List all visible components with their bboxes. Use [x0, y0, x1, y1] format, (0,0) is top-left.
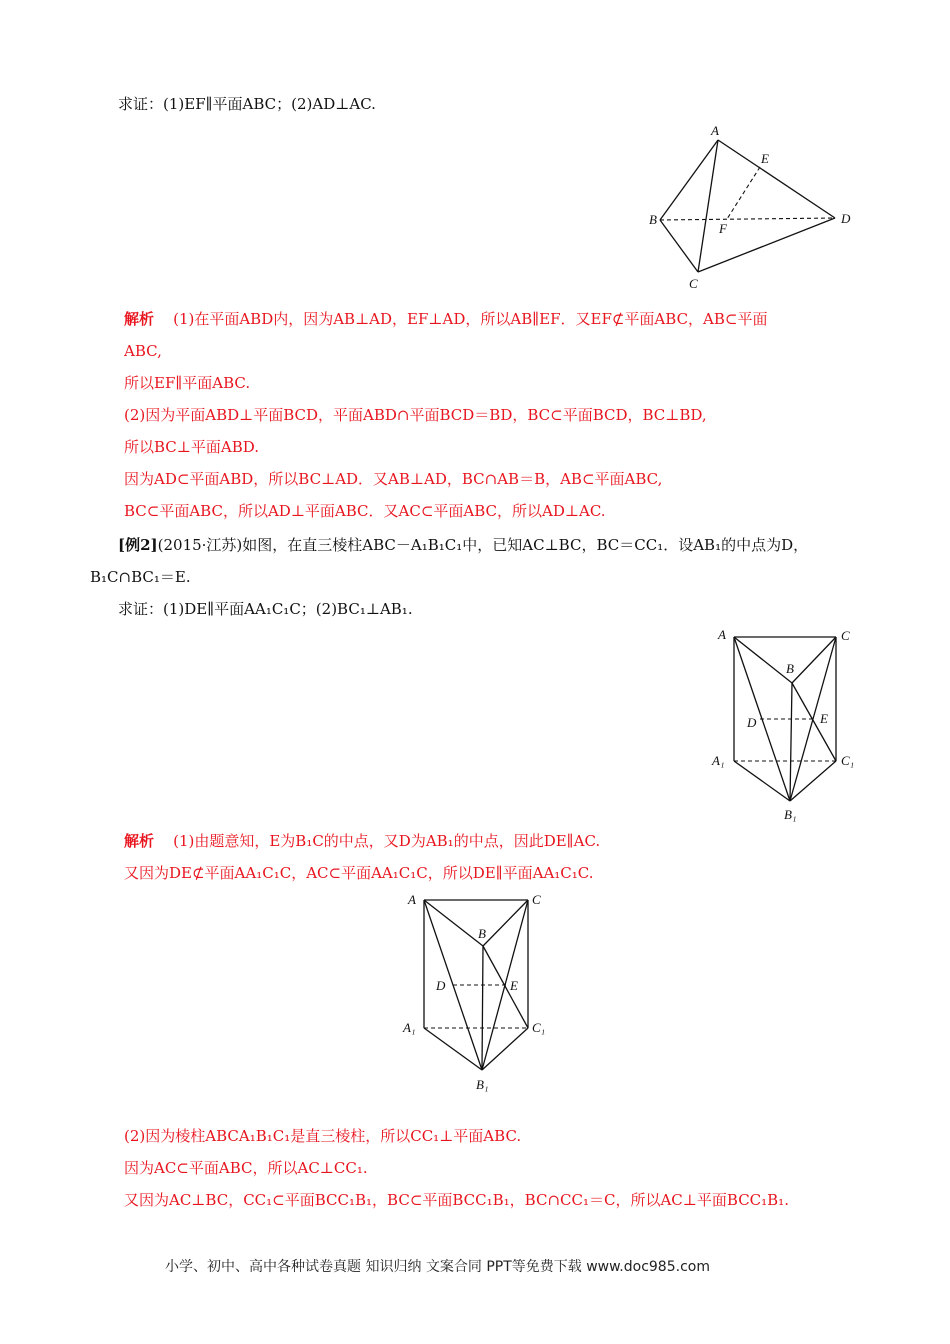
label-C1: C₁ — [532, 1020, 546, 1035]
label-C1: C₁ — [841, 753, 855, 768]
label-A1: A₁ — [712, 753, 725, 768]
ex1-analysis-line-5: 所以BC⊥平面ABD. — [124, 438, 260, 456]
label-D: D — [747, 715, 757, 730]
prism-figure-2 — [398, 888, 558, 1098]
label-A: A — [408, 892, 416, 907]
label-E: E — [510, 978, 518, 993]
analysis-label: 解析 — [124, 310, 155, 328]
label-B1: B₁ — [476, 1077, 489, 1092]
example-tag: [例2] — [118, 536, 158, 554]
page-footer: 小学、初中、高中各种试卷真题 知识归纳 文案合同 PPT等免费下载 www.doc985.com — [165, 1259, 710, 1275]
ex1-prove-statement: 求证：(1)EF∥平面ABC；(2)AD⊥AC. — [118, 95, 376, 113]
label-E: E — [820, 711, 828, 726]
prism-figure-1 — [710, 625, 860, 825]
ex1-analysis-line-7: BC⊂平面ABC，所以AD⊥平面ABC．又AC⊂平面ABC，所以AD⊥AC. — [124, 502, 606, 520]
analysis-label: 解析 — [124, 832, 155, 850]
label-E: E — [761, 151, 769, 166]
label-A1: A₁ — [403, 1020, 416, 1035]
label-B: B — [649, 212, 657, 227]
ex2-analysis-line-4: 因为AC⊂平面ABC，所以AC⊥CC₁. — [124, 1159, 368, 1177]
ex1-analysis-line-2: ABC, — [124, 342, 162, 360]
ex1-analysis-line-4: (2)因为平面ABD⊥平面BCD，平面ABD∩平面BCD＝BD，BC⊂平面BCD，BC⊥BD, — [124, 406, 707, 424]
label-D: D — [436, 978, 446, 993]
ex1-analysis-line-1: 解析 (1)在平面ABD内，因为AB⊥AD，EF⊥AD，所以AB∥EF．又EF⊄平面ABC，AB⊂平面 — [124, 310, 768, 328]
ex1-analysis-line-6: 因为AD⊂平面ABD，所以BC⊥AD．又AB⊥AD，BC∩AB＝B，AB⊂平面ABC, — [124, 470, 663, 488]
label-F: F — [719, 221, 727, 236]
ex2-analysis-line-1: 解析 (1)由题意知，E为B₁C的中点，又D为AB₁的中点，因此DE∥AC. — [124, 832, 601, 850]
label-D: D — [841, 211, 851, 226]
ex2-analysis-line-3: (2)因为棱柱ABCA₁B₁C₁是直三棱柱，所以CC₁⊥平面ABC. — [124, 1127, 522, 1145]
ex2-analysis-line-2: 又因为DE⊄平面AA₁C₁C，AC⊂平面AA₁C₁C，所以DE∥平面AA₁C₁C. — [124, 864, 594, 882]
label-A: A — [718, 627, 726, 642]
label-C: C — [689, 276, 698, 291]
ex2-prove-statement: 求证：(1)DE∥平面AA₁C₁C；(2)BC₁⊥AB₁. — [118, 600, 413, 618]
label-B: B — [786, 661, 794, 676]
label-C: C — [841, 628, 850, 643]
label-C: C — [532, 892, 541, 907]
ex2-analysis-line-5: 又因为AC⊥BC，CC₁⊂平面BCC₁B₁，BC⊂平面BCC₁B₁，BC∩CC₁＝C，所以AC⊥平面BCC₁B₁. — [124, 1191, 789, 1209]
label-B1: B₁ — [784, 807, 797, 822]
ex2-stem-line-2: B₁C∩BC₁＝E. — [90, 568, 191, 586]
ex1-analysis-line-3: 所以EF∥平面ABC. — [124, 374, 251, 392]
label-A: A — [711, 123, 719, 138]
tetrahedron-figure — [640, 122, 860, 292]
label-B: B — [478, 926, 486, 941]
ex2-stem-line-1: [例2](2015·江苏)如图，在直三棱柱ABC－A₁B₁C₁中，已知AC⊥BC，BC＝CC₁．设AB₁的中点为D， — [118, 536, 809, 554]
